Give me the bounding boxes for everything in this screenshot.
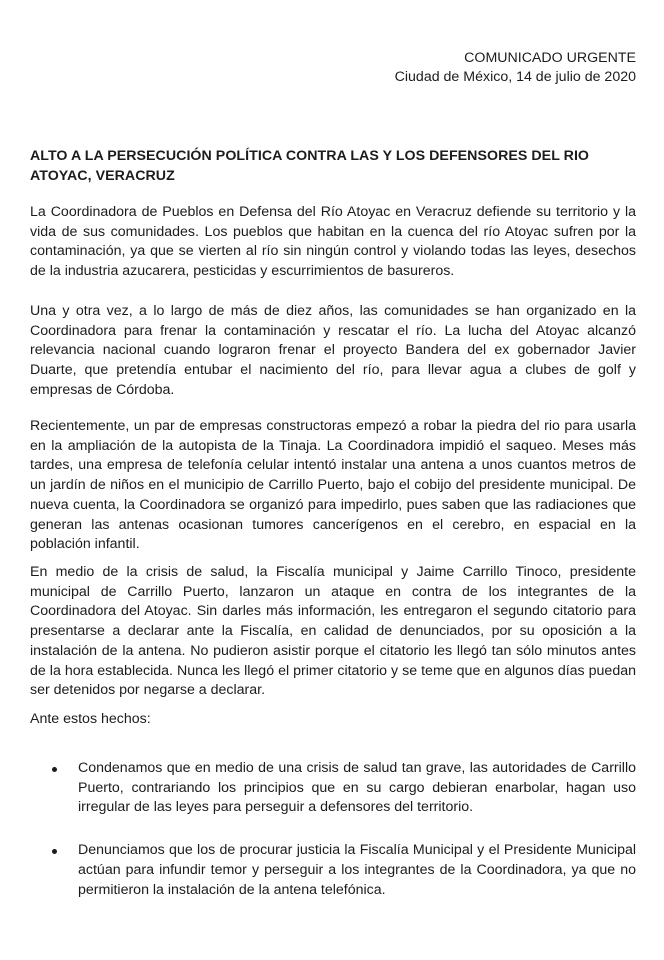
list-item xyxy=(30,841,636,900)
document-header xyxy=(395,49,636,87)
paragraph-persecution: En medio de la crisis de salud, la Fiscalía municipal y Jaime Carrillo Tinoco, presidente municipal de Carrillo Puerto, lanzaron un ataque en contra de los integrantes de la Coordinadora del Atoyac. Sin darles más información, les entregaron el segundo citatorio para presentarse a declarar ante la Fiscalía, en calidad de denunciados, por su oposición a la instalación de la antena. No pudieron asistir porque el citatorio les llegó tan sólo minutos antes de la hora establecida. Nunca les llegó el primer citatorio y se teme que en algunos días puedan ser detenidos por negarse a declarar. xyxy=(30,564,636,699)
document-title: ALTO A LA PERSECUCIÓN POLÍTICA CONTRA LAS Y LOS DEFENSORES DEL RIO ATOYAC, VERACRUZ xyxy=(30,148,590,184)
demands-list xyxy=(30,759,636,923)
paragraph-recent-events: Recientemente, un par de empresas constructoras empezó a robar la piedra del rio para usarla en la ampliación de la autopista de la Tinaja. La Coordinadora impidió el saqueo. Meses más tardes, una empresa de telefonía celular intentó instalar una antena a unos cuantos metros de un jardín de niños en el municipio de Carrillo Puerto, bajo el cobijo del presidente municipal. De nueva cuenta, la Coordinadora se organizó para impedirlo, pues saben que las radiaciones que generan las antenas ocasionan tumores cancerígenos en el cerebro, en espacial en la población infantil. xyxy=(30,418,636,553)
paragraph-history: Una y otra vez, a lo largo de más de diez años, las comunidades se han organizado en la Coordinadora para frenar la contaminación y rescatar el río. La lucha del Atoyac alcanzó relevancia nacional cuando lograron frenar el proyecto Bandera del ex gobernador Javier Duarte, que pretendía entubar el nacimiento del río, para llevar agua a clubes de golf y empresas de Córdoba. xyxy=(30,303,636,398)
place-date: Ciudad de México, 14 de julio de 2020 xyxy=(394,69,636,85)
list-item xyxy=(30,759,636,818)
document-label: COMUNICADO URGENTE xyxy=(464,50,636,66)
list-item-text: Condenamos que en medio de una crisis de salud tan grave, las autoridades de Carrillo Puerto, contrariando los principios que en su cargo debieran enarbolar, hagan uso irregular de las leyes para perseguir a defensores del territorio. xyxy=(78,760,636,816)
bullet-icon xyxy=(52,767,57,772)
paragraph-lead-in: Ante estos hechos: xyxy=(30,711,151,727)
paragraph-intro: La Coordinadora de Pueblos en Defensa del Río Atoyac en Veracruz defiende su territorio y la vida de sus comunidades. Los pueblos que habitan en la cuenca del río Atoyac sufren por la contaminación, ya que se vierten al río sin ningún control y violando todas las leyes, desechos de la industria azucarera, pesticidas y escurrimientos de basureros. xyxy=(30,204,636,280)
list-item-text: Denunciamos que los de procurar justicia la Fiscalía Municipal y el Presidente Municipal actúan para infundir temor y perseguir a los integrantes de la Coordinadora, ya que no permitieron la instalación de la antena telefónica. xyxy=(78,842,636,898)
bullet-icon xyxy=(52,849,57,854)
